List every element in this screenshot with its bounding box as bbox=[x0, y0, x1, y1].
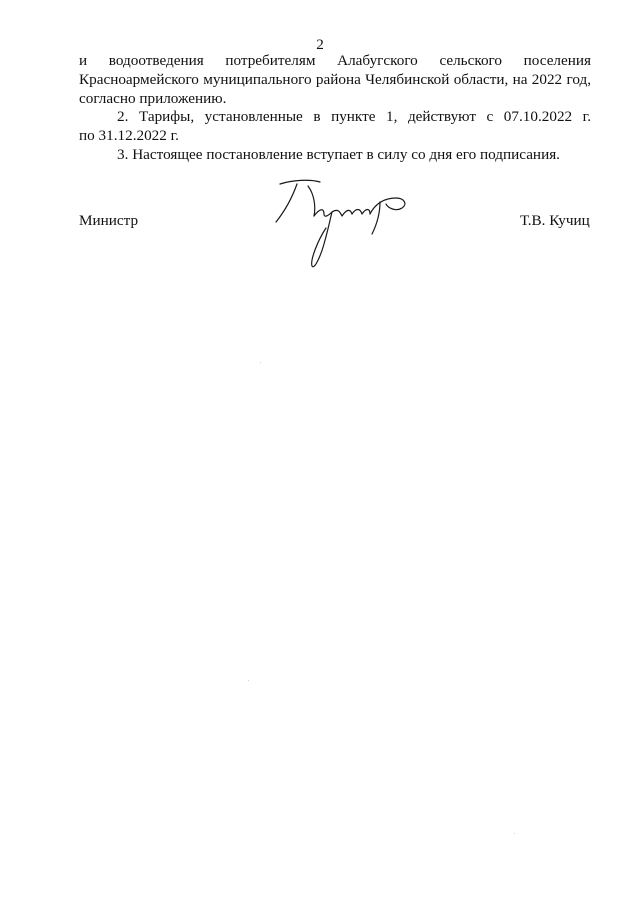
paragraph-1-line-1: и водоотведения потребителям Алабугского сельского поселения bbox=[79, 52, 591, 69]
signatory-position: Министр bbox=[79, 212, 139, 229]
paragraph-2-line-2: по 31.12.2022 г. bbox=[79, 127, 179, 144]
paragraph-2-line-1: 2. Тарифы, установленные в пункте 1, действуют с 07.10.2022 г. bbox=[117, 108, 591, 125]
handwritten-signature bbox=[262, 178, 422, 278]
scan-speck bbox=[260, 362, 261, 363]
paragraph-3-line-1: 3. Настоящее постановление вступает в силу со дня его подписания. bbox=[117, 146, 560, 163]
scan-speck bbox=[514, 833, 515, 834]
paragraph-1-line-2: Красноармейского муниципального района Челябинской области, на 2022 год, bbox=[79, 71, 591, 88]
page-number: 2 bbox=[316, 36, 324, 53]
signatory-name: Т.В. Кучиц bbox=[520, 212, 590, 229]
paragraph-1-line-3: согласно приложению. bbox=[79, 90, 227, 107]
scan-speck bbox=[248, 680, 249, 681]
